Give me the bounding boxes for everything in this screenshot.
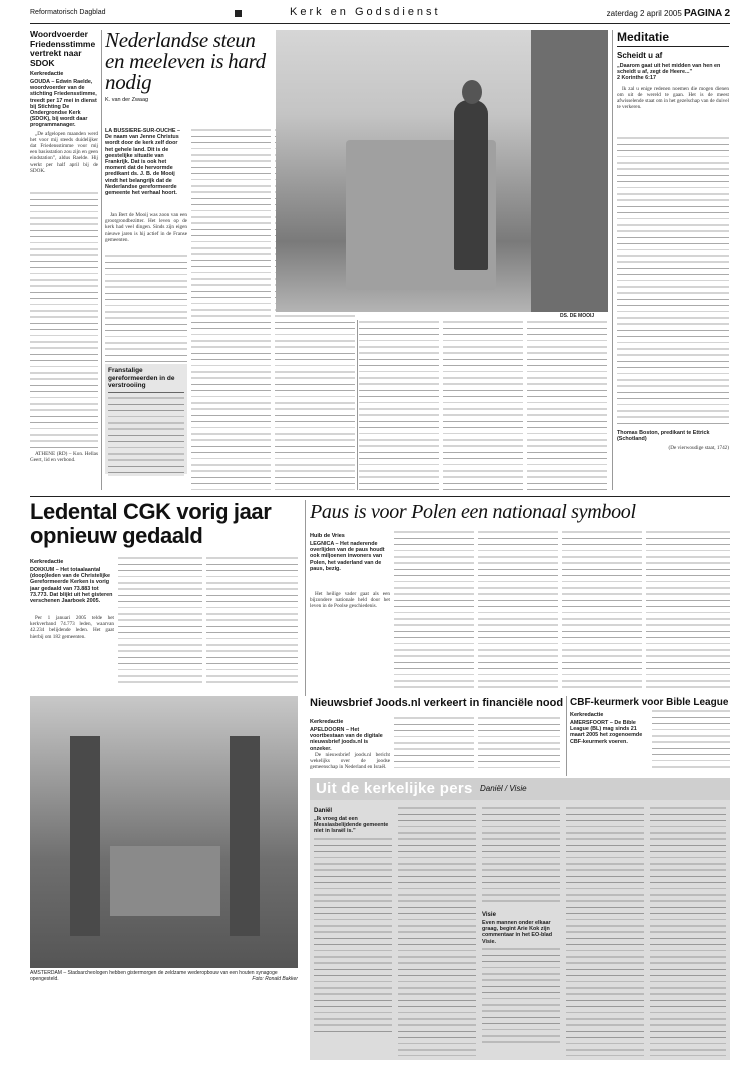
headline-nederlandse-steun: Nederlandse steun en meeleven is hard nodig	[105, 30, 266, 94]
uit-lead-visie: Even mannen onder elkaar graag, begint Arie Kok zijn commentaar in het EO-blad Visie.	[482, 920, 553, 945]
polen-col4	[562, 530, 642, 690]
uit-col5	[650, 806, 726, 1056]
photo2-caption	[30, 970, 298, 998]
uit-col1	[314, 806, 392, 1056]
photo-ds-de-mooij	[276, 30, 608, 312]
info-box-title: Franstalige gereformeerden in de verstrooiing	[108, 367, 184, 393]
uit-lead-daniel: „Ik vroeg dat een Messiasbelijdende gemeente niet in Israël is.”	[314, 816, 389, 835]
divider	[357, 320, 358, 490]
person-figure	[454, 100, 488, 270]
uit-title: Uit de kerkelijke pers	[316, 780, 473, 797]
paper-name: Reformatorisch Dagblad	[30, 9, 106, 16]
section-rule	[30, 496, 730, 497]
top-body-paragraph: Jan Bert de Mooij was zoon van een grootgrondbezitter. Het leven op de kerk had veel dingen. Sinds zijn eigen nieuwe jaren is hij actief in de Franse gemeenten.	[105, 212, 187, 243]
uit-kerkelijke-pers	[310, 778, 730, 1060]
top-story-col6	[527, 320, 607, 490]
uit-header-bar	[310, 778, 730, 800]
body-text	[30, 131, 98, 191]
body-paragraph: „De afgelopen maanden werd het voor mij steeds duidelijker dat Friedensstimme voor mij een basisstation zou zijn en geen eindstation”, aldus Raelde. Hij werkt per half april bij de SDOK.	[30, 130, 98, 174]
author: K. van der Zwaag	[105, 97, 149, 103]
uit-col3	[482, 806, 560, 1056]
cbf-story	[570, 696, 730, 776]
body-filler	[30, 191, 98, 449]
cgk-col2	[118, 556, 202, 688]
photo-synagogue-interior	[30, 696, 298, 968]
photo1-caption: DS. DE MOOIJ	[560, 313, 595, 319]
section-title: Kerk en Godsdienst	[290, 6, 441, 18]
joods-paragraph: De nieuwsbrief joods.nl bericht wekelijks over de joodse gemeenschap in Nederland en Israël.	[310, 751, 390, 771]
headline-cbf: CBF-keurmerk voor Bible League	[570, 697, 729, 708]
joods-lead: APELDOORN – Het voortbestaan van de digitale nieuwsbrief joods.nl is onzeker.	[310, 727, 383, 752]
polen-lead: LEGNICA – Het naderende overlijden van de paus houdt ook miljoenen inwoners van Polen, het vaderland van de paus, bezig.	[310, 541, 385, 572]
page-info	[607, 8, 730, 19]
cbf-lead: AMERSFOORT – De Bible League (BL) mag sinds 21 maart 2005 het zogenoemde CBF-keurmerk voeren.	[570, 720, 643, 745]
top-story-col4	[359, 320, 439, 490]
meditatie-signature: Thomas Boston, predikant te Ettrick (Schotland)	[617, 429, 710, 442]
uit-col4	[566, 806, 644, 1056]
meditatie-column	[617, 30, 729, 492]
page-number: 2	[724, 8, 730, 19]
photo2-caption-text: AMSTERDAM – Stadsarcheologen hebben gistermorgen de zeldzame wederopbouw van een houten synagoge opengesteld.	[30, 970, 278, 982]
divider	[612, 30, 613, 490]
joods-story	[310, 696, 564, 714]
joods-col3	[478, 716, 560, 772]
masthead-square-icon	[235, 10, 242, 17]
uit-sub-daniel: Daniël	[314, 808, 333, 814]
top-story-col1	[105, 128, 187, 490]
meditatie-paragraph: Ik zal u enige redenen noemen die mogen dienen om uit de wereld te gaan. Het is de meest afwisselende staat om in het gezelschap van de duivel te verkeren.	[617, 85, 729, 111]
page-word: PAGINA	[684, 8, 723, 19]
top-body	[105, 212, 187, 254]
meditatie-reference: 2 Korinthe 6:17	[617, 75, 656, 82]
cgk-col1	[30, 556, 114, 688]
meditatie-body	[617, 86, 729, 136]
uit-sub-visie: Visie	[482, 912, 496, 918]
polen-author: Huib de Vries	[310, 533, 345, 539]
meditatie-title: Meditatie	[617, 30, 729, 47]
polen-col3	[478, 530, 558, 690]
left-column-story	[30, 30, 98, 490]
divider	[101, 30, 102, 490]
meditatie-subtitle: Scheidt u af	[617, 51, 663, 60]
top-story-col5	[443, 320, 523, 490]
photo2-credit: Foto: Ronald Bakker	[252, 976, 298, 982]
lead-paragraph: GOUDA – Edwin Raelde, woordvoerder van de stichting Friedensstimme, treedt per 17 mei in dienst bij Stichting De Ondergrondse Kerk (SDOK), bij wordt daar programmanager.	[30, 79, 97, 129]
polen-col1	[310, 530, 390, 690]
top-body-filler	[105, 254, 187, 364]
headline-joods: Nieuwsbrief Joods.nl verkeert in financiële nood	[310, 697, 564, 709]
meditatie-footer: (De vierwoudige staat, 1742)	[668, 445, 729, 452]
kicker: Kerkredactie	[30, 71, 64, 77]
dateline-paragraph: ATHENE (RD) – Kon. Hellas Geert, lid en verbond.	[30, 450, 98, 463]
cgk-col3	[206, 556, 298, 688]
masthead	[30, 4, 730, 24]
cgk-body	[30, 615, 114, 688]
polen-col2	[394, 530, 474, 690]
joods-col1	[310, 716, 390, 772]
top-story-col2	[191, 128, 271, 490]
joods-kicker: Kerkredactie	[310, 719, 344, 725]
joods-col2	[394, 716, 474, 772]
headline-paus-polen: Paus is voor Polen een nationaal symbool	[310, 501, 636, 523]
polen-body	[310, 591, 390, 689]
top-lead: LA BUSSIERE-SUR-OUCHE – De naam van Jenne Christus wordt door de kerk zelf door het gehele land. Dit is de geestelijke situatie van Frankrijk. Dat is ook het moment dat de hervormde predikant ds. J. B. de Mooij vindt het belangrijk dat de Nederlandse gereformeerde gemeente het verhaal hoort.	[105, 128, 180, 197]
uit-col2	[398, 806, 476, 1056]
divider	[305, 500, 306, 696]
cgk-paragraph: Per 1 januari 2005 telde het kerkverband 74.773 leden, waarvan 42.234 belijdende leden. Het gaat hierbij om 182 gemeenten.	[30, 615, 114, 640]
pillar-right	[230, 736, 260, 936]
dateline-text	[30, 451, 98, 481]
joods-body	[310, 752, 390, 771]
polen-story	[310, 500, 730, 530]
uit-source: Daniël / Visie	[480, 784, 527, 793]
headline-ledental-cgk: Ledental CGK vorig jaar opnieuw gedaald	[30, 500, 272, 548]
cgk-lead: DOKKUM – Het totaalaantal (doop)leden van de Christelijke Gereformeerde Kerken is vorig jaar gedaald van 73.883 tot 73.773. Dat blijkt uit het gisteren verschenen Jaarboek 2005.	[30, 567, 113, 605]
meditatie-quote: „Daarom gaat uit het midden van hen en scheidt u af, zegt de Heere...”	[617, 63, 721, 76]
divider	[566, 696, 567, 776]
pillar-left	[70, 736, 100, 936]
cbf-kicker: Kerkredactie	[570, 712, 604, 718]
polen-paragraph: Het heilige vader gaat als een bijzondere nationale held door het leven in de Poolse geschiedenis.	[310, 591, 390, 610]
headline-friedensstimme: Woordvoerder Friedensstimme vertrekt naar SDOK	[30, 30, 96, 68]
cgk-kicker: Kerkredactie	[30, 559, 64, 565]
meditatie-filler	[617, 136, 729, 426]
date: zaterdag 2 april 2005	[606, 9, 682, 18]
tree-shape	[531, 30, 608, 312]
info-box	[105, 364, 187, 474]
bench-area	[110, 846, 220, 916]
polen-col5	[646, 530, 730, 690]
person-head	[462, 80, 482, 104]
